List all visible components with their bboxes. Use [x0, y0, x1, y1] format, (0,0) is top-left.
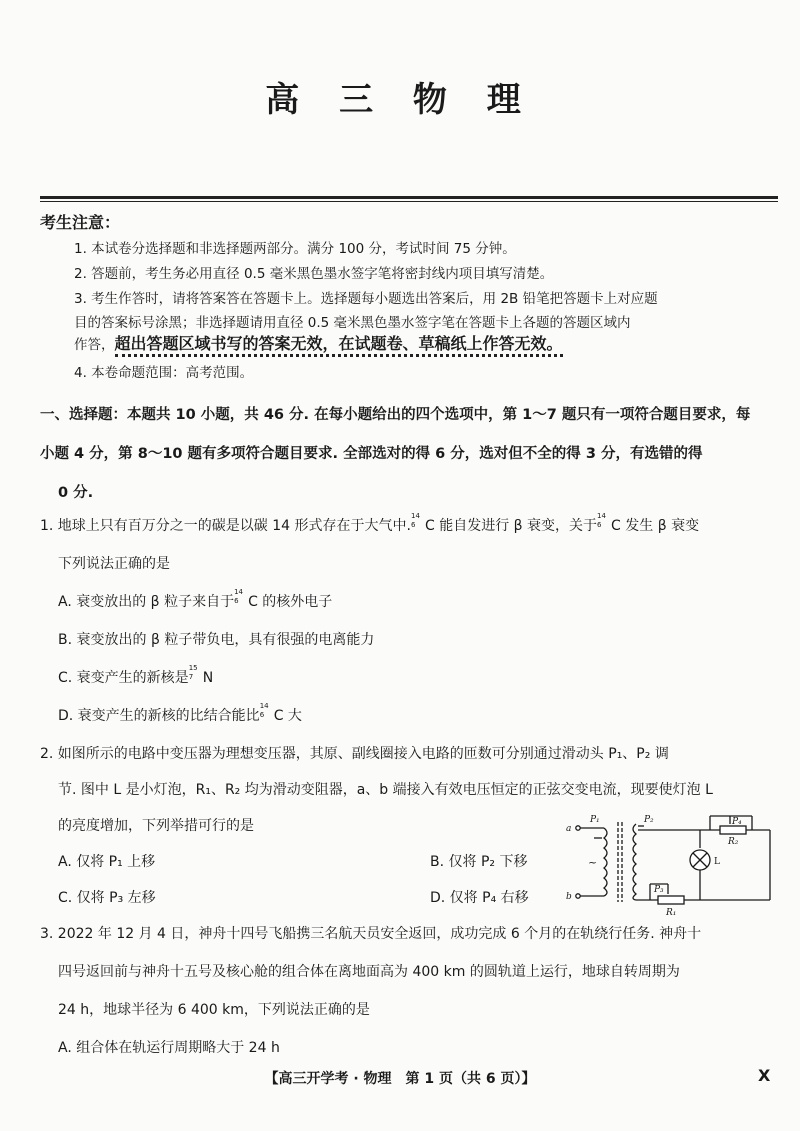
p2-label: P₂: [644, 815, 654, 825]
section1-line2: 小题 4 分，第 8～10 题有多项符合题目要求. 全部选对的得 6 分，选对但不全的得 3 分，有选错的得: [40, 446, 703, 462]
q1-option-b: B. 衰变放出的 β 粒子带负电，具有很强的电离能力: [58, 632, 375, 648]
q2-stem-line1: 2. 如图所示的电路中变压器为理想变压器，其原、副线圈接入电路的匝数可分别通过滑动头 P₁、P₂ 调: [40, 746, 669, 762]
p3-label: P₃: [654, 885, 664, 895]
q1-stem-part1: 1. 地球上只有百万分之一的碳是以碳 14 形式存在于大气中.: [40, 518, 411, 534]
q3-stem-line1: 3. 2022 年 12 月 4 日，神舟十四号飞船携三名航天员安全返回，成功完成 6 个月的在轨绕行任务. 神舟十: [40, 926, 702, 942]
c14-isotope: 14 6: [597, 512, 606, 529]
q3-stem-line2: 四号返回前与神舟十五号及核心舱的组合体在离地面高为 400 km 的圆轨道上运行，地球自转周期为: [58, 964, 680, 980]
n15-isotope: 15 7: [188, 664, 198, 681]
notice-item-3-emphasis: 超出答题区域书写的答案无效，在试题卷、草稿纸上作答无效。: [115, 334, 563, 357]
transformer-circuit-diagram: [560, 808, 780, 918]
q1-option-c: C. 衰变产生的新核是 15 7 N: [58, 664, 214, 686]
q2-stem-line2: 节. 图中 L 是小灯泡，R₁、R₂ 均为滑动变阻器，a、b 端接入有效电压恒定的正弦交变电流，现要使灯泡 L: [58, 782, 713, 798]
terminal-a-label: a: [566, 824, 572, 834]
q1-option-d: D. 衰变产生的新核的比结合能比 14 6 C 大: [58, 702, 302, 724]
header-rule-thick: [40, 196, 778, 199]
page-footer: 【高三开学考 · 物理 第 1 页（共 6 页）】: [264, 1071, 536, 1087]
notice-item-4: 4. 本卷命题范围：高考范围。: [74, 365, 254, 381]
q2-option-c: C. 仅将 P₃ 左移: [58, 890, 156, 906]
notice-item-2: 2. 答题前，考生务必用直径 0.5 毫米黑色墨水签字笔将密封线内项目填写清楚。: [74, 266, 554, 282]
q2-option-d: D. 仅将 P₄ 右移: [430, 890, 529, 906]
ac-symbol: ~: [588, 856, 598, 869]
p4-label: P₄: [732, 817, 742, 827]
notice-heading: 考生注意：: [40, 213, 121, 232]
r2-label: R₂: [728, 837, 739, 847]
q2-stem-line3: 的亮度增加，下列举措可行的是: [58, 818, 254, 834]
p1-label: P₁: [590, 815, 600, 825]
q1-stem-line2: 下列说法正确的是: [58, 556, 170, 572]
notice-item-1: 1. 本试卷分选择题和非选择题两部分。满分 100 分，考试时间 75 分钟。: [74, 241, 516, 257]
c14-isotope: 14 6: [259, 702, 269, 719]
notice-item-3-line2: 目的答案标号涂黑；非选择题请用直径 0.5 毫米黑色墨水签字笔在答题卡上各题的答题区域内: [74, 315, 631, 331]
c14-isotope: 14 6: [410, 512, 420, 529]
c14-isotope: 14 6: [234, 588, 243, 605]
terminal-b-label: b: [566, 892, 572, 902]
header-rule-thin: [40, 201, 778, 202]
notice-item-3-prefix: 作答，: [74, 337, 115, 353]
notice-item-3-line3: [74, 331, 774, 354]
q2-option-a: A. 仅将 P₁ 上移: [58, 854, 156, 870]
r1-label: R₁: [666, 908, 677, 918]
q1-stem-part3: C 发生 β 衰变: [611, 518, 700, 534]
q1-option-a: A. 衰变放出的 β 粒子来自于 14 6 C 的核外电子: [58, 588, 333, 610]
q3-option-a: A. 组合体在轨运行周期略大于 24 h: [58, 1040, 280, 1056]
section1-line1: 一、选择题：本题共 10 小题，共 46 分. 在每小题给出的四个选项中，第 1～7 题只有一项符合题目要求，每: [40, 407, 751, 423]
q2-option-b: B. 仅将 P₂ 下移: [430, 854, 528, 870]
q1-stem-part2: C 能自发进行 β 衰变，关于: [424, 518, 598, 534]
q1-stem-line1: [40, 512, 700, 535]
q3-stem-line3: 24 h，地球半径为 6 400 km，下列说法正确的是: [58, 1002, 370, 1018]
lamp-label: L: [714, 857, 720, 867]
section1-line3: 0 分.: [58, 485, 94, 501]
page-title: 高 三 物 理: [265, 80, 535, 120]
notice-item-3-line1: 3. 考生作答时，请将答案答在答题卡上。选择题每小题选出答案后，用 2B 铅笔把答题卡上对应题: [74, 291, 658, 307]
footer-mark: X: [758, 1066, 771, 1085]
